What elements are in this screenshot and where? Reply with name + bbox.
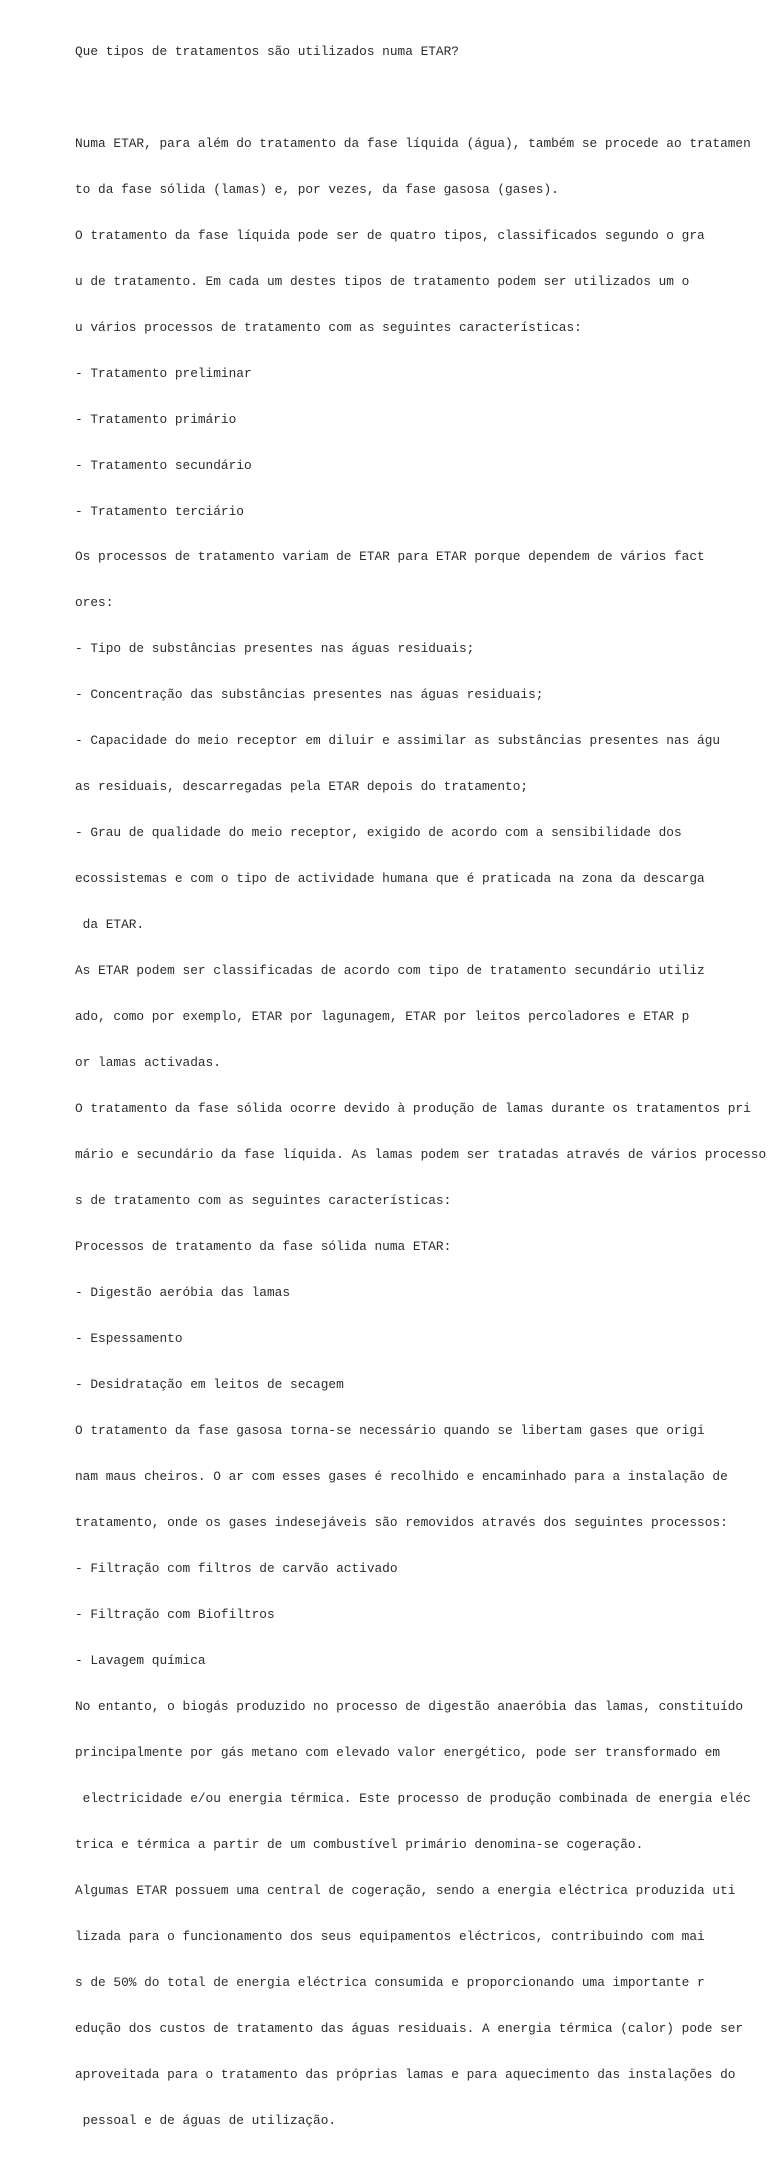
text-line: pessoal e de águas de utilização. <box>75 2112 337 2128</box>
text-line: Os processos de tratamento variam de ETAR para ETAR porque dependem de vários fact <box>75 549 705 565</box>
text-line: aproveitada para o tratamento das próprias lamas e para aquecimento das instalações do <box>75 2066 736 2082</box>
text-line: u de tratamento. Em cada um destes tipos de tratamento podem ser utilizados um o <box>75 273 690 289</box>
list-item: - Filtração com filtros de carvão activado <box>75 1561 398 1577</box>
text-line: Numa ETAR, para além do tratamento da fase líquida (água), também se procede ao tratamen <box>75 135 751 151</box>
text-line: as residuais, descarregadas pela ETAR depois do tratamento; <box>75 779 529 795</box>
text-line: s de tratamento com as seguintes características: <box>75 1193 452 1209</box>
text-line: O tratamento da fase sólida ocorre devido à produção de lamas durante os tratamentos pri <box>75 1101 751 1117</box>
text-line: ecossistemas e com o tipo de actividade humana que é praticada na zona da descarga <box>75 871 705 887</box>
text-line: to da fase sólida (lamas) e, por vezes, da fase gasosa (gases). <box>75 181 559 197</box>
text-line: da ETAR. <box>75 917 145 933</box>
list-item: - Lavagem química <box>75 1653 206 1669</box>
text-line: s de 50% do total de energia eléctrica consumida e proporcionando uma importante r <box>75 1975 705 1990</box>
list-item: - Espessamento <box>75 1331 183 1347</box>
list-item: - Digestão aeróbia das lamas <box>75 1285 291 1301</box>
text-line: tratamento, onde os gases indesejáveis são removidos através dos seguintes processos: <box>75 1515 728 1531</box>
text-line: lizada para o funcionamento dos seus equipamentos eléctricos, contribuindo com mai <box>75 1929 705 1945</box>
text-line: nam maus cheiros. O ar com esses gases é recolhido e encaminhado para a instalação de <box>75 1469 728 1485</box>
list-item: - Grau de qualidade do meio receptor, exigido de acordo com a sensibilidade dos <box>75 825 682 841</box>
text-line: Algumas ETAR possuem uma central de cogeração, sendo a energia eléctrica produzida uti <box>75 1883 736 1899</box>
text-line: No entanto, o biogás produzido no processo de digestão anaeróbia das lamas, constituído <box>75 1699 744 1715</box>
text-line: O tratamento da fase gasosa torna-se necessário quando se libertam gases que origi <box>75 1423 705 1439</box>
list-item: - Capacidade do meio receptor em diluir e assimilar as substâncias presentes nas águ <box>75 733 721 749</box>
text-line: trica e térmica a partir de um combustível primário denomina-se cogeração. <box>75 1837 644 1853</box>
list-item: - Tipo de substâncias presentes nas águas residuais; <box>75 641 475 657</box>
blank-line <box>75 90 766 105</box>
text-line: electricidade e/ou energia térmica. Este processo de produção combinada de energia eléc <box>75 1791 751 1807</box>
list-item: - Tratamento secundário <box>75 457 252 473</box>
text-line: mário e secundário da fase líquida. As lamas podem ser tratadas através de vários processo <box>75 1147 767 1163</box>
list-item: - Filtração com Biofiltros <box>75 1607 275 1623</box>
list-item: - Concentração das substâncias presentes nas águas residuais; <box>75 687 544 703</box>
document-body <box>75 13 766 2159</box>
text-line: As ETAR podem ser classificadas de acordo com tipo de tratamento secundário utiliz <box>75 963 705 979</box>
text-line: u vários processos de tratamento com as seguintes características: <box>75 319 582 335</box>
list-item: - Tratamento preliminar <box>75 365 252 381</box>
section-heading: Processos de tratamento da fase sólida numa ETAR: <box>75 1239 452 1255</box>
document-title: Que tipos de tratamentos são utilizados numa ETAR? <box>75 43 459 59</box>
text-line: O tratamento da fase líquida pode ser de quatro tipos, classificados segundo o gra <box>75 227 705 243</box>
text-line: ores: <box>75 595 114 611</box>
list-item: - Tratamento terciário <box>75 503 244 519</box>
list-item: - Desidratação em leitos de secagem <box>75 1377 344 1393</box>
text-line: principalmente por gás metano com elevado valor energético, pode ser transformado em <box>75 1745 721 1761</box>
text-line: or lamas activadas. <box>75 1055 221 1071</box>
text-line: ado, como por exemplo, ETAR por lagunagem, ETAR por leitos percoladores e ETAR p <box>75 1009 690 1025</box>
list-item: - Tratamento primário <box>75 411 237 427</box>
text-line: edução dos custos de tratamento das águas residuais. A energia térmica (calor) pode ser <box>75 2020 744 2036</box>
